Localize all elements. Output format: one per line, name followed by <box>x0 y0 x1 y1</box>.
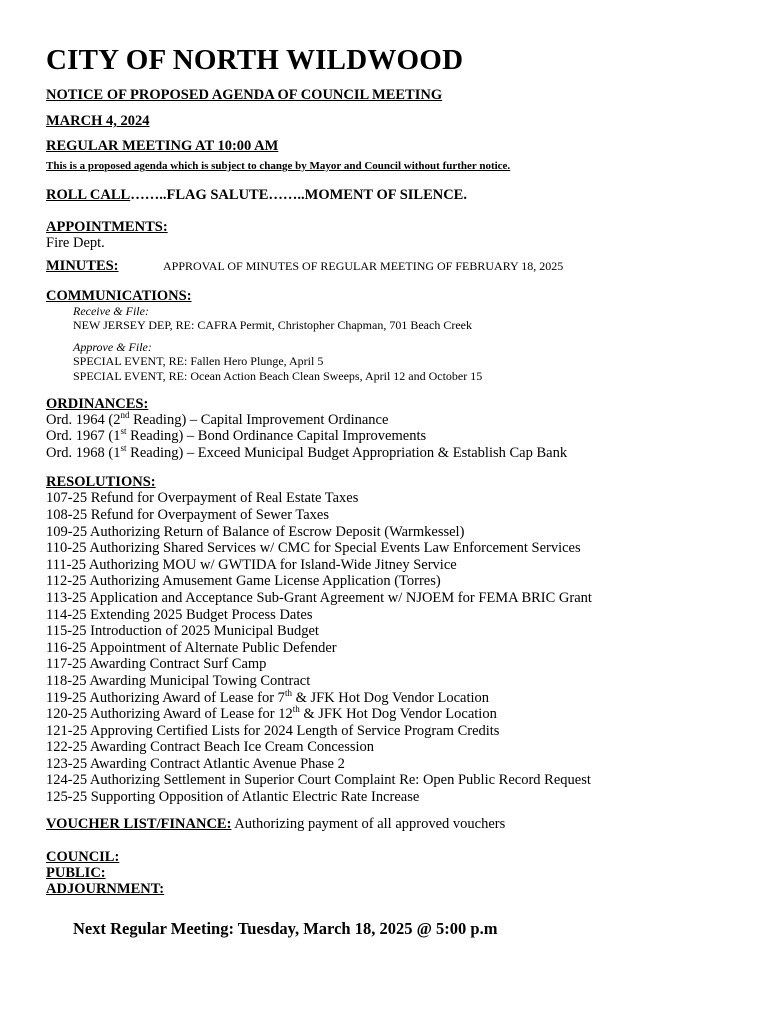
roll-call-label: ROLL CALL <box>46 187 131 203</box>
ordinance-item-text: Reading) – Exceed Municipal Budget Appropriation & Establish Cap Bank <box>126 444 568 461</box>
ordinance-item <box>46 442 746 462</box>
resolution-item-ordinal: th <box>292 704 300 715</box>
resolution-item-text: & JFK Hot Dog Vendor Location <box>299 706 497 723</box>
resolution-item: 114-25 Extending 2025 Budget Process Dates <box>46 606 313 623</box>
agenda-document <box>46 44 746 939</box>
receive-file-item: NEW JERSEY DEP, RE: CAFRA Permit, Christopher Chapman, 701 Beach Creek <box>73 317 472 332</box>
resolution-item: 110-25 Authorizing Shared Services w/ CMC for Special Events Law Enforcement Services <box>46 540 581 557</box>
meeting-time: REGULAR MEETING AT 10:00 AM <box>46 138 279 154</box>
meeting-date: MARCH 4, 2024 <box>46 113 150 129</box>
receive-file-label: Receive & File: <box>73 303 149 318</box>
resolution-item-text: & JFK Hot Dog Vendor Location <box>291 689 490 706</box>
resolution-item-text: 120-25 Authorizing Award of Lease for 12 <box>46 706 293 723</box>
resolution-item: 112-25 Authorizing Amusement Game License Application (Torres) <box>46 573 441 590</box>
ordinance-item-text: Reading) – Capital Improvement Ordinance <box>129 411 389 428</box>
ordinance-item-text: Reading) – Bond Ordinance Capital Improvements <box>126 428 427 445</box>
approve-file-list <box>73 354 746 384</box>
resolution-item: 108-25 Refund for Overpayment of Sewer Taxes <box>46 506 329 523</box>
resolution-item: 115-25 Introduction of 2025 Municipal Budget <box>46 623 319 640</box>
resolution-item: 107-25 Refund for Overpayment of Real Estate Taxes <box>46 490 359 507</box>
ordinance-item-text: Ord. 1967 (1 <box>46 428 121 445</box>
minutes-heading: MINUTES: <box>46 257 119 274</box>
resolution-item: 109-25 Authorizing Return of Balance of Escrow Deposit (Warmkessel) <box>46 523 465 540</box>
resolution-item: 117-25 Awarding Contract Surf Camp <box>46 656 267 673</box>
resolution-item: 116-25 Appointment of Alternate Public Defender <box>46 639 337 656</box>
ordinance-item-ordinal: st <box>120 442 127 453</box>
communications-block <box>46 304 746 384</box>
minutes-row <box>46 258 746 274</box>
ordinance-item-text: Ord. 1968 (1 <box>46 444 121 461</box>
appointments-item: Fire Dept. <box>46 235 105 251</box>
adjournment-heading: ADJOURNMENT: <box>46 881 165 898</box>
resolution-item-ordinal: th <box>284 687 292 698</box>
council-heading: COUNCIL: <box>46 849 120 866</box>
next-meeting: Next Regular Meeting: Tuesday, March 18, 2025 @ 5:00 p.m <box>73 919 498 939</box>
voucher-text: Authorizing payment of all approved vouchers <box>231 815 506 832</box>
roll-call-line <box>46 186 746 204</box>
ordinance-item-text: Ord. 1964 (2 <box>46 411 121 428</box>
ordinance-item-ordinal: st <box>120 426 127 437</box>
resolution-item: 122-25 Awarding Contract Beach Ice Cream Concession <box>46 739 375 756</box>
resolution-item <box>46 706 746 723</box>
resolution-item: 118-25 Awarding Municipal Towing Contract <box>46 672 311 689</box>
ordinances-heading: ORDINANCES: <box>46 395 149 412</box>
voucher-heading: VOUCHER LIST/FINANCE: <box>46 815 232 832</box>
resolution-item: 125-25 Supporting Opposition of Atlantic Electric Rate Increase <box>46 789 420 806</box>
communications-heading: COMMUNICATIONS: <box>46 287 192 304</box>
resolution-item: 123-25 Awarding Contract Atlantic Avenue Phase 2 <box>46 755 345 772</box>
ordinance-item-ordinal: nd <box>120 409 130 420</box>
ordinance-item <box>46 428 746 445</box>
page-title: CITY OF NORTH WILDWOOD <box>46 44 464 76</box>
resolutions-list <box>46 490 746 805</box>
roll-call-rest: ……..FLAG SALUTE……..MOMENT OF SILENCE. <box>130 187 467 203</box>
ordinance-item <box>46 409 746 429</box>
approve-file-label: Approve & File: <box>73 339 152 354</box>
disclaimer: This is a proposed agenda which is subject to change by Mayor and Council without further notice. <box>46 160 511 172</box>
resolution-item: 113-25 Application and Acceptance Sub-Grant Agreement w/ NJOEM for FEMA BRIC Grant <box>46 589 592 606</box>
resolution-item: 111-25 Authorizing MOU w/ GWTIDA for Island-Wide Jitney Service <box>46 556 457 573</box>
voucher-line <box>46 816 746 833</box>
approve-file-item: SPECIAL EVENT, RE: Ocean Action Beach Clean Sweeps, April 12 and October 15 <box>73 368 483 383</box>
resolution-item <box>46 687 746 707</box>
ordinances-list <box>46 409 746 462</box>
minutes-text: APPROVAL OF MINUTES OF REGULAR MEETING OF FEBRUARY 18, 2025 <box>163 258 564 273</box>
appointments-heading: APPOINTMENTS: <box>46 219 168 235</box>
resolution-item-text: 119-25 Authorizing Award of Lease for 7 <box>46 689 285 706</box>
receive-file-list <box>73 318 746 333</box>
resolution-item: 121-25 Approving Certified Lists for 2024 Length of Service Program Credits <box>46 722 500 739</box>
resolutions-heading: RESOLUTIONS: <box>46 474 156 491</box>
public-heading: PUBLIC: <box>46 865 106 882</box>
approve-file-item: SPECIAL EVENT, RE: Fallen Hero Plunge, April 5 <box>73 353 324 368</box>
notice-heading: NOTICE OF PROPOSED AGENDA OF COUNCIL MEETING <box>46 87 443 103</box>
resolution-item: 124-25 Authorizing Settlement in Superior Court Complaint Re: Open Public Record Request <box>46 772 591 789</box>
